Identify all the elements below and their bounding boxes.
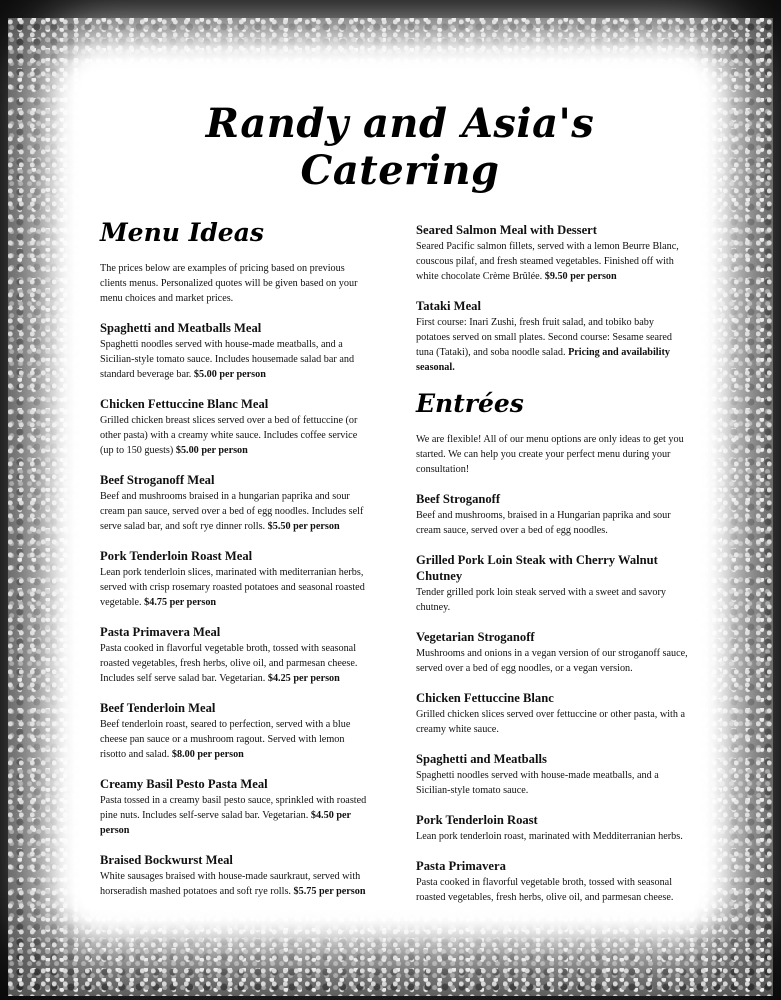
menu-item-description xyxy=(100,565,372,610)
menu-item-description xyxy=(416,875,688,905)
menu-item-description xyxy=(416,646,688,676)
menu-item xyxy=(100,396,372,458)
menu-item-name: Pasta Primavera Meal xyxy=(100,625,221,639)
menu-item xyxy=(416,690,688,737)
menu-item-description-text: Pasta cooked in flavorful vegetable broth, tossed with seasonal roasted vegetables, fresh herbs, olive oil, and parmesan cheese. xyxy=(416,877,674,903)
menu-item-price: $5.75 per person xyxy=(293,886,366,897)
menu-item xyxy=(100,776,372,838)
menu-item-description-text: Spaghetti noodles served with house-made meatballs, and a Sicilian-style tomato sauce. Includes housemade salad bar and standard beverage bar. xyxy=(100,339,355,380)
menu-ideas-heading: Menu Ideas xyxy=(100,218,264,247)
menu-item-name: Beef Tenderloin Meal xyxy=(100,701,216,715)
menu-item-description xyxy=(416,508,688,538)
entrees-intro: We are flexible! All of our menu options are only ideas to get you started. We can help you create your perfect menu during your consultation! xyxy=(416,434,684,475)
menu-item xyxy=(416,858,688,905)
menu-item-description xyxy=(100,337,372,382)
menu-item-name: Pork Tenderloin Roast Meal xyxy=(100,549,253,563)
menu-ideas-intro: The prices below are examples of pricing based on previous clients menus. Personalized quotes will be given based on your menu choices and market prices. xyxy=(100,263,358,304)
menu-item-description xyxy=(100,641,372,686)
menu-item-name: Beef Stroganoff Meal xyxy=(100,473,215,487)
menu-item xyxy=(416,751,688,798)
menu-item xyxy=(416,222,688,284)
menu-item-description xyxy=(416,707,688,737)
menu-item-description xyxy=(416,315,688,375)
menu-item-description-text: Pasta cooked in flavorful vegetable broth, tossed with seasonal roasted vegetables, fresh herbs, olive oil, and parmesan cheese. Includes self serve salad bar. Vegetarian. xyxy=(100,643,358,684)
menu-item-price: $4.25 per person xyxy=(267,673,340,684)
menu-item-name: Beef Stroganoff xyxy=(416,492,501,506)
menu-item xyxy=(100,472,372,534)
menu-item-name: Chicken Fettuccine Blanc Meal xyxy=(100,397,269,411)
menu-item xyxy=(100,320,372,382)
left-column xyxy=(100,218,372,913)
menu-item-description-text: First course: Inari Zushi, fresh fruit salad, and tobiko baby potatoes served on small plates. Second course: Sesame seared tuna (Tataki), and soba noodle salad. xyxy=(416,317,673,358)
right-meal-list xyxy=(416,222,688,375)
menu-item-description-text: Beef and mushrooms, braised in a Hungarian paprika and sour cream sauce, served over a bed of egg noodles. xyxy=(416,510,671,536)
menu-item-description-text: Mushrooms and onions in a vegan version of our stroganoff sauce, served over a bed of egg noodles, or a vegan version. xyxy=(416,648,688,674)
menu-item xyxy=(416,491,688,538)
page-title: Randy and Asia's Catering xyxy=(205,100,595,194)
menu-item xyxy=(100,624,372,686)
menu-item xyxy=(100,852,372,899)
menu-item-description xyxy=(100,717,372,762)
menu-item-price: $8.00 per person xyxy=(171,749,244,760)
menu-item-name: Spaghetti and Meatballs xyxy=(416,752,547,766)
entrees-heading: Entrées xyxy=(416,389,524,418)
menu-item-name: Pasta Primavera xyxy=(416,859,506,873)
menu-item-name: Seared Salmon Meal with Dessert xyxy=(416,223,597,237)
meal-list xyxy=(100,320,372,899)
right-column xyxy=(416,222,688,919)
menu-item-name: Braised Bockwurst Meal xyxy=(100,853,233,867)
menu-item-price: $4.75 per person xyxy=(144,597,217,608)
menu-item-description xyxy=(416,239,688,284)
menu-item-price: Pricing and availability seasonal. xyxy=(416,347,670,373)
menu-item-name: Vegetarian Stroganoff xyxy=(416,630,535,644)
menu-item-description xyxy=(100,793,372,838)
menu-item xyxy=(416,552,688,615)
menu-item-name: Chicken Fettuccine Blanc xyxy=(416,691,554,705)
menu-item-description-text: Grilled chicken slices served over fettuccine or other pasta, with a creamy white sauce. xyxy=(416,709,686,735)
menu-item-price: $9.50 per person xyxy=(544,271,617,282)
menu-item-name: Creamy Basil Pesto Pasta Meal xyxy=(100,777,268,791)
menu-item-name: Grilled Pork Loin Steak with Cherry Walnut Chutney xyxy=(416,553,658,583)
menu-item xyxy=(100,700,372,762)
menu-item-description xyxy=(416,768,688,798)
menu-item-description-text: Lean pork tenderloin slices, marinated with mediterranian herbs, served with crisp rosemary roasted potatoes and seasonal roasted vegetable. xyxy=(100,567,365,608)
menu-item-description xyxy=(100,869,372,899)
menu-item-description-text: Seared Pacific salmon fillets, served with a lemon Beurre Blanc, couscous pilaf, and fresh steamed vegetables. Finished off with white chocolate Crème Brûlée. xyxy=(416,241,679,282)
menu-item-description xyxy=(100,413,372,458)
menu-item-price: $5.00 per person xyxy=(175,445,248,456)
menu-item-description xyxy=(416,585,688,615)
menu-item-description-text: Spaghetti noodles served with house-made meatballs, and a Sicilian-style tomato sauce. xyxy=(416,770,659,796)
menu-item-description-text: Tender grilled pork loin steak served with a sweet and savory chutney. xyxy=(416,587,666,613)
menu-item-description-text: Lean pork tenderloin roast, marinated with Medditerranian herbs. xyxy=(416,831,683,842)
menu-item xyxy=(100,548,372,610)
menu-item xyxy=(416,298,688,375)
menu-item-name: Tataki Meal xyxy=(416,299,481,313)
menu-item-price: $5.00 per person xyxy=(193,369,266,380)
menu-item-name: Spaghetti and Meatballs Meal xyxy=(100,321,262,335)
menu-item-name: Pork Tenderloin Roast xyxy=(416,813,538,827)
menu-item-description xyxy=(416,829,688,844)
menu-item-description-text: Pasta tossed in a creamy basil pesto sauce, sprinkled with roasted pine nuts. Includes self-serve salad bar. Vegetarian. xyxy=(100,795,367,821)
menu-item-price: $4.50 per person xyxy=(100,810,351,836)
menu-item-description xyxy=(100,489,372,534)
menu-item-description-text: Beef and mushrooms braised in a hungarian paprika and sour cream pan sauce, served over a bed of egg noodles. Includes self serve salad bar, and soft rye dinner rolls. xyxy=(100,491,364,532)
menu-item xyxy=(416,812,688,844)
menu-item xyxy=(416,629,688,676)
menu-item-description-text: Beef tenderloin roast, seared to perfection, served with a blue cheese pan sauce or a mushroom ragout. Served with lemon risotto and salad. xyxy=(100,719,351,760)
entree-list xyxy=(416,491,688,905)
menu-item-description-text: Grilled chicken breast slices served over a bed of fettuccine (or other pasta) with a creamy white sauce. Includes coffee service (up to 150 guests) xyxy=(100,415,358,456)
menu-item-description-text: White sausages braised with house-made saurkraut, served with horseradish mashed potatoes and soft rye rolls. xyxy=(100,871,361,897)
menu-item-price: $5.50 per person xyxy=(267,521,340,532)
